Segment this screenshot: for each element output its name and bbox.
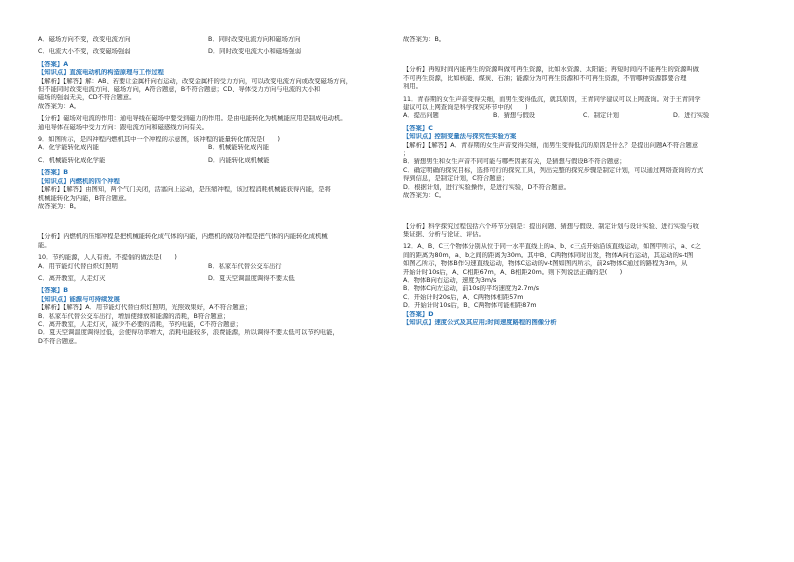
q11-analysis-line: ； (403, 150, 410, 158)
q8-option-b: B．同时改变电流方向和磁场方向 (208, 36, 301, 43)
q8-analysis-line: 【解析】【解答】解：AB、若要让金属杆向右运动，改变金属杆的受力方向，可以改变电流方向或改变磁场方向， (38, 77, 353, 85)
right-column (403, 36, 763, 327)
q10-analysis-line: 【解析】【解答】A．用节能灯代替白炽灯照明，光照效果好，A不符合题意； (38, 304, 252, 312)
q11-analysis-line: B．猜想男生和女生声音不同可能与哪些因素有关，是猜想与假设B不符合题意； (403, 158, 626, 166)
q12-option-c: C．开始计时20s后，A、C两物体相距57m (403, 293, 524, 301)
q10-options (38, 263, 398, 271)
q8-knowledge-point: 【知识点】直流电动机的构造原理与工作过程 (38, 69, 164, 77)
q11-analysis-line: C．确定明确的探究目标，选择可行的探究工具，列出完整的探究步骤是制定计划，可以通过网络查询的方式 (403, 166, 704, 174)
q9-option-b: B．机械能转化成内能 (208, 144, 269, 152)
q8-answer: 【答案】A (38, 60, 69, 68)
q10-analysis-line: B．私家车代替公交车出行，增加使排放和能源的消耗，B符合题意； (38, 312, 230, 320)
q10-summary-line: 利用。 (403, 83, 422, 91)
q8-summary-line: 【分析】磁场对电流的作用：通电导线在磁场中要受到磁力的作用。是由电能转化为机械能应用是制成电动机。 (38, 115, 347, 123)
q11-final-answer: 故答案为：C。 (403, 192, 446, 200)
q11-knowledge-point: 【知识点】控制变量法与探究性实验方案 (403, 133, 517, 141)
q8-option-d: D．同时改变电流大小和磁场强弱 (208, 48, 302, 56)
q12-option-d: D．开始计时10s后，B、C两物体可能相距87m (403, 302, 537, 310)
q8-option-a: A．磁场方向不变，改变电流方向 (38, 36, 131, 43)
q12-stem: 如图乙所示，物体B作匀速直线运动，物体C运动的v-t图如图丙所示，前2s物体C通过的路程为3m，从 (403, 260, 688, 268)
q12-stem: 12．A、B、C三个物体分别从位于同一水平直线上的a、b、c三点开始沿该直线运动，如图甲所示，a、c之 (403, 243, 701, 251)
q10-analysis-line: D不符合题意。 (38, 337, 81, 345)
q9-options-2 (38, 157, 398, 165)
q10-summary-line: 不可再生资源，比如核能、煤炭、石油；能源分为可再生资源和不可再生资源，不管哪种资源都要合理 (403, 74, 687, 82)
q11-answer: 【答案】C (403, 124, 433, 132)
q12-option-a: A．物体B向右运动，速度为3m/s (403, 276, 497, 284)
left-column (38, 36, 398, 346)
q10-analysis-line: D．夏天空调温度调得过低，会使得功率增大，消耗电能较多，浪费能源，所以调得不要太低可以节约电能， (38, 329, 339, 337)
q11-analysis-line: 【解析】【解答】A．青春期的女生声音变得尖细，而男生变得低沉的原因是什么？是提出问题A不符合题意 (403, 141, 699, 149)
q11-option-a: A．提出问题 (403, 112, 439, 120)
q9-analysis-line: 机械能转化为内能，B符合题意。 (38, 194, 131, 202)
q10-knowledge-point: 【知识点】能源与可持续发展 (38, 295, 120, 303)
q10-option-b: B．私家车代替公交车出行 (208, 262, 282, 270)
q9-option-c: C．机械能转化成化学能 (38, 156, 106, 164)
q12-knowledge-point: 【知识点】速度公式及其应用;时间速度路程的图像分析 (403, 318, 557, 326)
q11-summary-line: 【分析】科学探究过程包括六个环节分别是：提出问题、猜想与假设、制定计划与设计实验、进行实验与收 (403, 222, 699, 230)
q10-answer: 【答案】B (38, 287, 68, 295)
q10-stem: 10．节约能源，人人有责。不提倡的做法是( ) (38, 254, 177, 262)
q11-analysis-line: D．根据计划，进行实验操作，是进行实验，D不符合题意。 (403, 183, 571, 191)
q9-summary-line: 能。 (38, 241, 51, 249)
q11-stem: 建议可以上网查询是科学探究环节中的( ) (403, 104, 528, 112)
q8-final-answer: 故答案为：A。 (38, 102, 81, 110)
q8-analysis-line: 磁场的强弱无关，CD不符合题意。 (38, 94, 136, 102)
q8-options-2 (38, 48, 398, 56)
q11-summary-line: 集证据、分析与论证、评估。 (403, 230, 485, 238)
q9-options (38, 144, 398, 152)
q11-option-b: B．猜想与假设 (493, 112, 536, 120)
q9-stem: 9．如图所示，是四冲程内燃机其中一个冲程的示意图，该冲程的能量转化情况是( ) (38, 136, 280, 144)
q9-option-a: A．化学能转化成内能 (38, 144, 99, 152)
q9-final-answer: 故答案为：B。 (38, 202, 81, 210)
q12-stem: 开始计时10s后，A、C相距67m，A、B相距20m。则下列说法正确的是( ) (403, 268, 623, 276)
q9-knowledge-point: 【知识点】内燃机的四个冲程 (38, 177, 120, 185)
q12-stem: 间的距离为80m，a、b之间的距离为30m。其中B、C两物体同时出发，物体A向右运动，其运动的s-t图 (403, 251, 694, 259)
q10-options-2 (38, 275, 398, 283)
q11-stem: 11．青春期的女生声音变得尖细，而男生变得低沉，就其原因，王青同学建议可以上网查询。对于王青同学 (403, 95, 701, 103)
q11-option-d: D．进行实验 (673, 112, 710, 120)
q10-option-a: A．用节能灯代替白炽灯照明 (38, 262, 118, 270)
q9-analysis-line: 【解析】【解答】由图知，两个气门关闭，活塞向上运动，是压缩冲程，该过程消耗机械能获得内能，是将 (38, 186, 331, 194)
q8-analysis-line: 但不能同时改变电流方向、磁场方向，A符合题意，B不符合题意；CD、导体受力方向与电流的大小和 (38, 86, 321, 94)
q10-final-answer: 故答案为：B。 (403, 36, 446, 43)
q8-options (38, 36, 398, 44)
q8-option-c: C．电流大小不变，改变磁场强弱 (38, 48, 131, 56)
q11-analysis-line: 得到信息，是制定计划，C符合题意； (403, 175, 509, 183)
q10-summary-line: 【分析】再短时间内能再生的资源叫做可再生资源，比如水资源、太阳能；再短时间内不能再生的资源叫做 (403, 66, 699, 74)
q9-summary-line: 【分析】内燃机的压缩冲程是把机械能转化成气体的内能，内燃机的做功冲程是把气体的内能转化成机械 (38, 233, 328, 241)
q9-option-d: D．内能转化成机械能 (208, 156, 270, 164)
q10-option-d: D．夏天空调温度调得不要太低 (208, 274, 295, 282)
q11-options (403, 112, 763, 120)
q10-analysis-line: C．离开教室，人走灯灭，减少不必要的消耗，节约电能，C不符合题意； (38, 320, 242, 328)
q12-answer: 【答案】D (403, 310, 434, 318)
q8-summary-line: 通电导体在磁场中受力方向：跟电流方向和磁感线方向有关。 (38, 123, 209, 131)
q10-option-c: C．离开教室，人走灯灭 (38, 274, 106, 282)
q12-option-b: B．物体C向左运动，前10s的平均速度为2.7m/s (403, 285, 540, 293)
q11-option-c: C．制定计划 (583, 112, 619, 120)
q9-answer: 【答案】B (38, 169, 68, 177)
